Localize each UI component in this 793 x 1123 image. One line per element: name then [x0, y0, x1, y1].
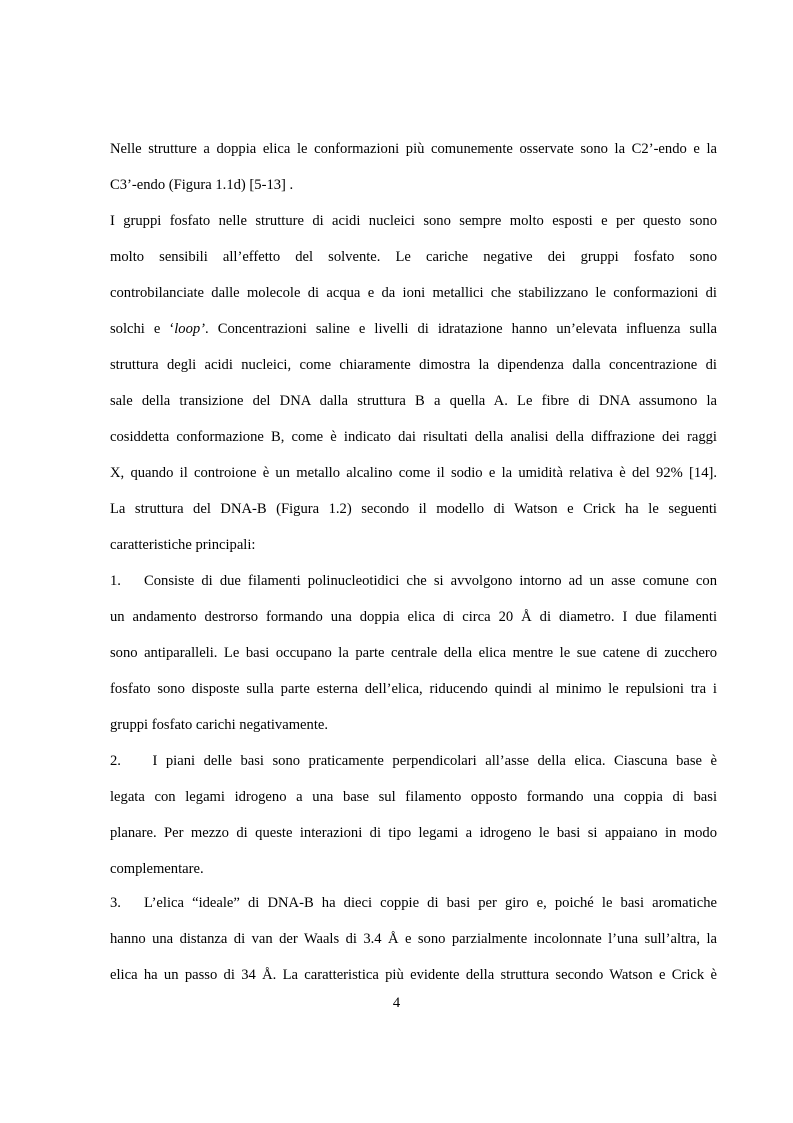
- text-segment: solchi e ‘: [110, 321, 175, 337]
- text-line: X, quando il controione è un metallo alcalino come il sodio e la umidità relativa è del 92% [14].: [110, 465, 717, 481]
- text-line: I gruppi fosfato nelle strutture di acidi nucleici sono sempre molto esposti e per questo sono: [110, 213, 717, 229]
- page-number: 4: [392, 995, 401, 1011]
- text-segment: . Concentrazioni saline e livelli di idratazione hanno un’elevata influenza sulla: [205, 321, 717, 337]
- list-number: 2.: [110, 753, 121, 769]
- text-segment: Consiste di due filamenti polinucleotidici che si avvolgono intorno ad un asse comune con: [144, 573, 717, 589]
- text-line: planare. Per mezzo di queste interazioni di tipo legami a idrogeno le basi si appaiano in modo: [110, 825, 717, 841]
- text-line: molto sensibili all’effetto del solvente. Le cariche negative dei gruppi fosfato sono: [110, 249, 717, 265]
- text-line: Nelle strutture a doppia elica le conformazioni più comunemente osservate sono la C2’-endo e la: [110, 141, 717, 157]
- text-line: un andamento destrorso formando una doppia elica di circa 20 Å di diametro. I due filamenti: [110, 609, 717, 625]
- text-line: [110, 320, 717, 338]
- text-line: sale della transizione del DNA dalla struttura B a quella A. Le fibre di DNA assumono la: [110, 393, 717, 409]
- text-line: caratteristiche principali:: [110, 537, 256, 553]
- text-line: struttura degli acidi nucleici, come chiaramente dimostra la dipendenza dalla concentrazione di: [110, 357, 717, 373]
- text-line: legata con legami idrogeno a una base sul filamento opposto formando una coppia di basi: [110, 789, 717, 805]
- list-number: 1.: [110, 573, 121, 589]
- list-item-first-line: [110, 752, 717, 770]
- text-segment: L’elica “ideale” di DNA-B ha dieci coppie di basi per giro e, poiché le basi aromatiche: [144, 895, 717, 911]
- text-line: controbilanciate dalle molecole di acqua e da ioni metallici che stabilizzano le conformazioni di: [110, 285, 717, 301]
- list-item-first-line: [110, 894, 717, 912]
- text-line: fosfato sono disposte sulla parte esterna dell’elica, riducendo quindi al minimo le repulsioni tra i: [110, 681, 717, 697]
- text-line: complementare.: [110, 861, 204, 877]
- text-line: C3’-endo (Figura 1.1d) [5-13] .: [110, 177, 294, 193]
- text-line: cosiddetta conformazione B, come è indicato dai risultati della analisi della diffrazione dei raggi: [110, 429, 717, 445]
- text-line: La struttura del DNA-B (Figura 1.2) secondo il modello di Watson e Crick ha le seguenti: [110, 501, 717, 517]
- italic-term-loop: loop’: [174, 321, 206, 337]
- text-segment: I piani delle basi sono praticamente perpendicolari all’asse della elica. Ciascuna base è: [144, 753, 717, 769]
- text-line: sono antiparalleli. Le basi occupano la parte centrale della elica mentre le sue catene di zucchero: [110, 645, 717, 661]
- text-line: gruppi fosfato carichi negativamente.: [110, 717, 329, 733]
- list-item-first-line: [110, 572, 717, 590]
- list-number: 3.: [110, 895, 121, 911]
- text-line: hanno una distanza di van der Waals di 3.4 Å e sono parzialmente incolonnate l’una sull’altra, la: [110, 931, 717, 947]
- text-line: elica ha un passo di 34 Å. La caratteristica più evidente della struttura secondo Watson e Crick è: [110, 967, 717, 983]
